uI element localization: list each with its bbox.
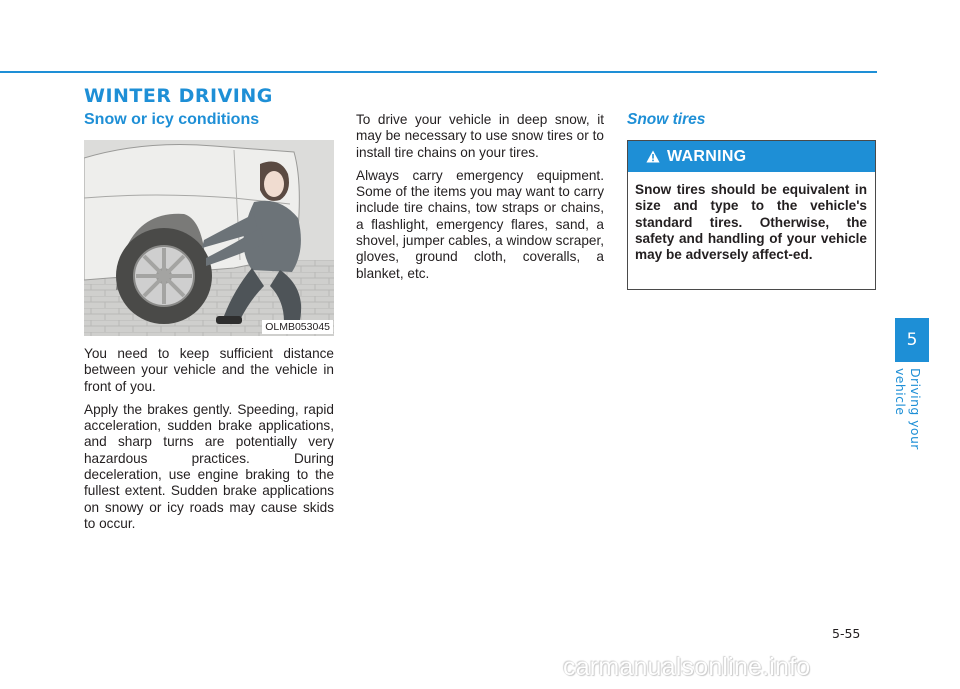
paragraph: To drive your vehicle in deep snow, it may be necessary to use snow tires or to install tire chains on your tires. [356,112,604,160]
watermark: carmanualsonline.info [563,653,811,681]
illustration-drawing [84,140,334,336]
paragraph: Always carry emergency equipment. Some of the items you may want to carry include tire chains, tow straps or chains, a flashlight, emergency flares, sand, a shovel, jumper cables, a window scraper, gloves, ground cloth, coveralls, a blanket, etc. [356,167,604,281]
winter-tire-illustration [84,140,334,336]
warning-label: WARNING [667,147,747,165]
warning-triangle-icon [646,150,660,163]
header-rule [0,71,877,73]
chapter-number-tab: 5 [895,318,929,362]
warning-header [628,141,875,172]
paragraph: Apply the brakes gently. Speeding, rapid acceleration, sudden brake applications, and sharp turns are potentially very hazardous practices. During deceleration, use engine braking to the fullest extent. Sudden brake applications on snowy or icy roads may cause skids to occur. [84,401,334,531]
section-title: WINTER DRIVING [84,85,273,107]
paragraph: You need to keep sufficient distance between your vehicle and the vehicle in front of you. [84,346,334,394]
middle-body-text [356,112,604,289]
left-body-text [84,346,334,539]
chapter-title: Driving your vehicle [893,368,923,450]
snow-tires-heading: Snow tires [627,111,706,128]
snow-icy-heading: Snow or icy conditions [84,111,260,128]
photo-reference-code: OLMB053045 [262,320,333,334]
warning-box [627,140,876,290]
page-number: 5-55 [832,626,861,641]
warning-text: Snow tires should be equivalent in size and type to the vehicle's standard tires. Otherwise, the safety and handling of your vehicle may be adversely affect-ed. [635,182,867,263]
